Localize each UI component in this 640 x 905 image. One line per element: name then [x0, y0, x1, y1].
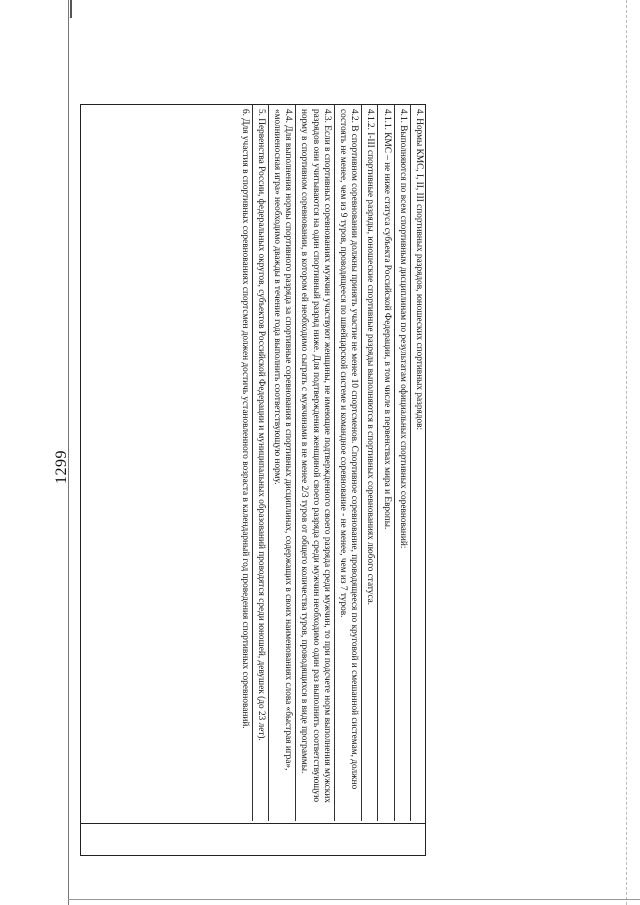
table-row: [361, 105, 377, 821]
table-column-divider: [81, 823, 425, 824]
table-row: [410, 105, 426, 821]
rules-table-content: [84, 105, 426, 821]
scan-bottom-edge-line: [68, 899, 640, 900]
row-text: 4.1.1. КМС – не ниже статуса субъекта Российской Федерации, в том числе в первенствах мира и Европы.: [381, 109, 392, 530]
row-text: 5. Первенства России, федеральных округов, субъектов Российской Федерации и муниципальных образований проводятся среди юношей, девушек (до 23 лет).: [255, 109, 266, 741]
page-number-text: 1299: [53, 450, 70, 484]
table-row: [334, 105, 361, 821]
table-row: [252, 105, 268, 821]
row-text: 4.4. Для выполнения нормы спортивного разряда за спортивные соревнования в спортивных дисциплинах, содержащих в своих наименованиях слова «быстрая игра», «молниеносная игра» необходимо дважды в течение года выполнить соответствующую норму.: [271, 109, 294, 771]
table-row: [236, 105, 251, 821]
table-row: [268, 105, 295, 821]
table-row: [377, 105, 393, 821]
table-row: [295, 105, 334, 821]
table-row: [394, 105, 410, 821]
row-text: 4.1. Выполняются по всем спортивным дисциплинам по результатам официальных спортивных соревнований:: [397, 109, 408, 549]
row-text: 4.1.2. I-III спортивные разряды, юношеские спортивные разряды выполняются в спортивных соревнованиях любого статуса.: [365, 109, 376, 606]
scan-top-tick: [70, 0, 72, 18]
row-text: 6. Для участия в спортивных соревнованиях спортсмен должен достичь установленного возраста в календарный год проведения спортивных соревнований.: [239, 109, 250, 729]
row-text: 4.3. Если в спортивных соревнованиях мужчин участвуют женщины, не имеющие подтвержденного своего разряда среди мужчин, то при подсчете норм выполнения мужских разрядов они учитываются на один спортивный разряд ниже. Для подтверждения женщиной своего разряда среди мужчин необходимо один раз выполнить соответствующую норму в спортивном соревновании, в котором ей необходимо сыграть с мужчинами в не менее 2/3 туров от общего количества туров, проводящихся в виде программы.: [299, 109, 332, 803]
row-text: 4.2. В спортивном соревновании должны принять участие не менее 10 спортсменов. Спортивное соревнование, проводящееся по круговой и смешанной системам, должно состоять не менее, чем из 9 туров, проводящееся по швейцарской системе и командное соревнование - не менее, чем из 7 туров.: [337, 109, 360, 790]
scan-right-edge-line: [626, 0, 627, 905]
row-text: 4. Нормы КМС, I, II, III спортивных разрядов, юношеских спортивных разрядов:: [414, 109, 424, 431]
